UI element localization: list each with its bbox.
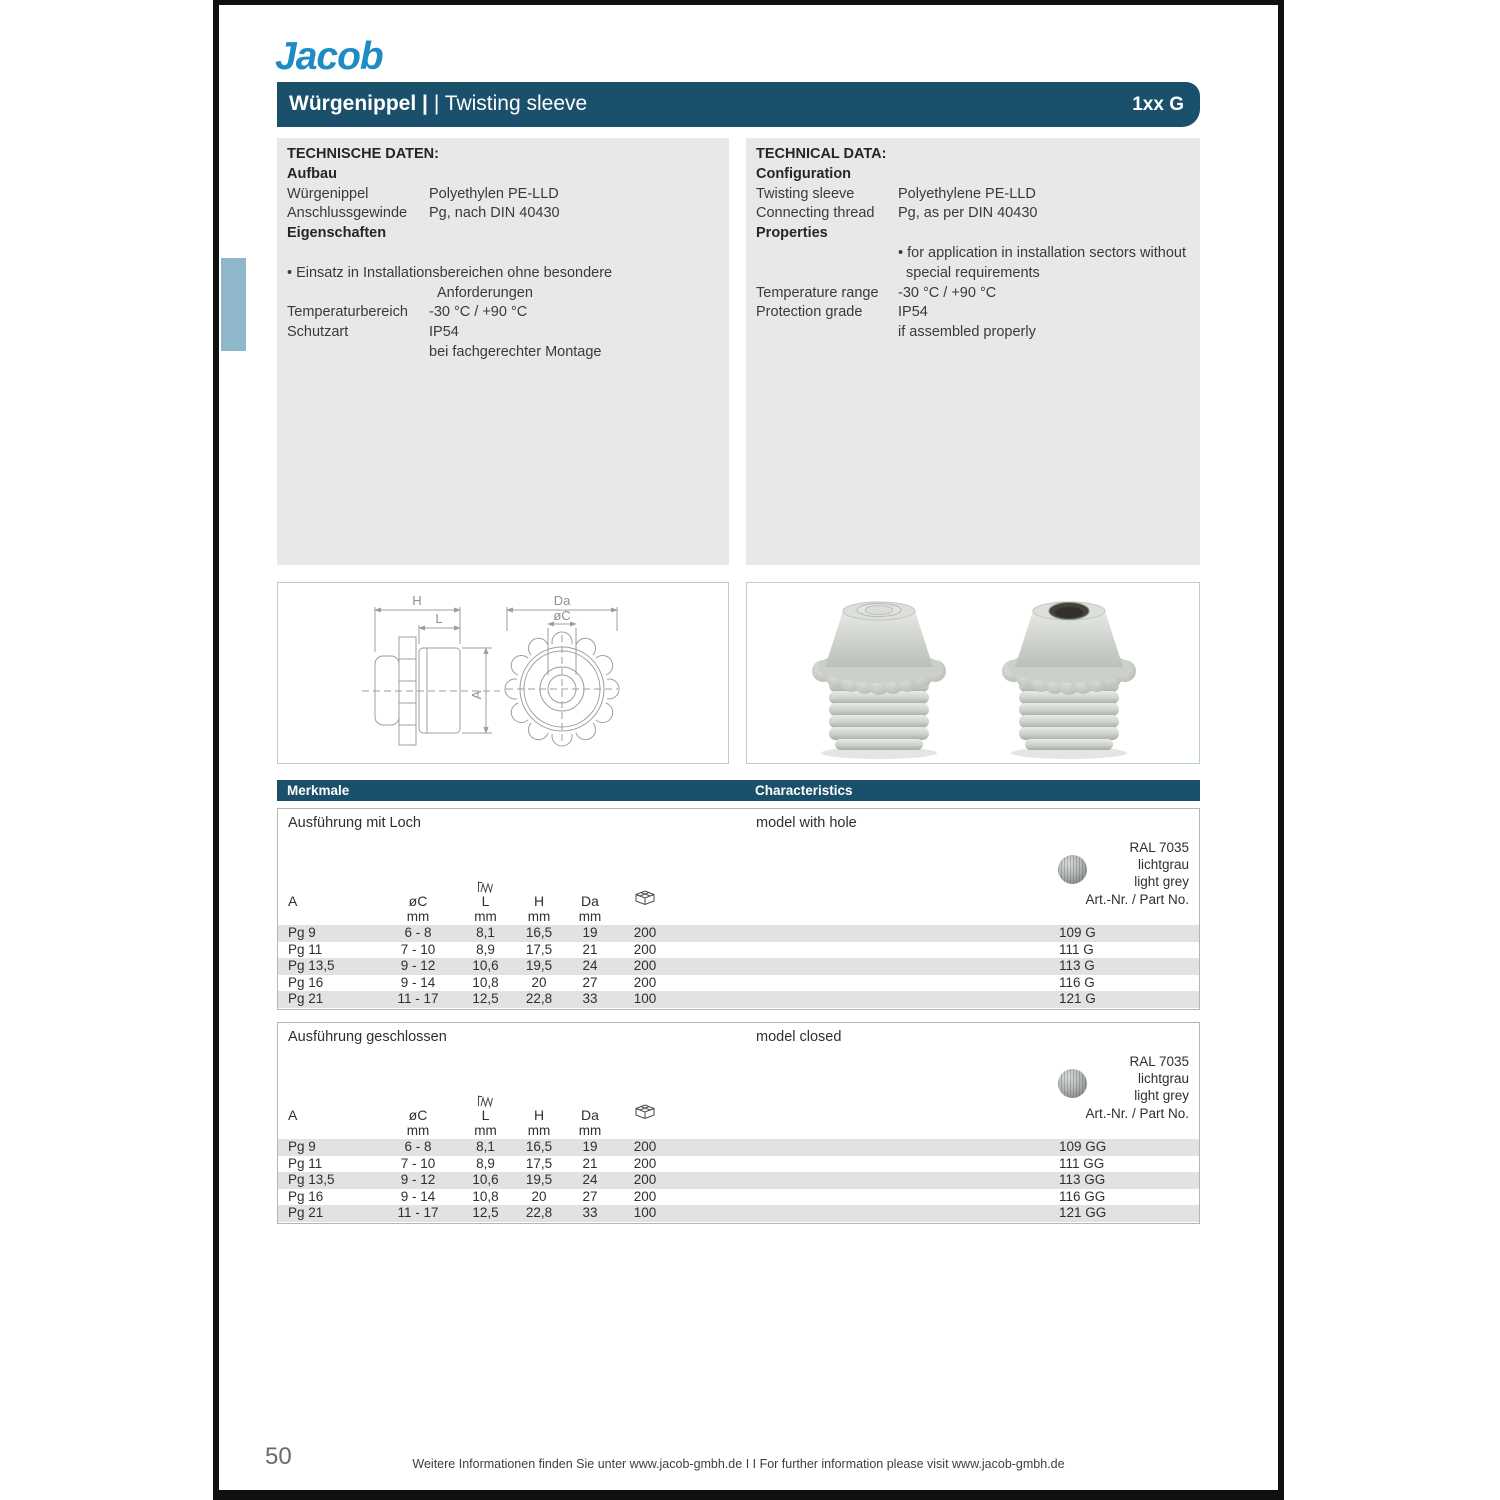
table-row (278, 942, 1199, 959)
spec-value: Pg, as per DIN 40430 (898, 205, 1038, 222)
technical-data-panel-en (746, 138, 1200, 565)
table-cell: 10,8 (472, 1188, 499, 1204)
spec-row (756, 244, 1190, 264)
spec-value: -30 °C / +90 °C (898, 284, 997, 301)
table-cell: Pg 16 (288, 1188, 324, 1204)
dim-label-oc: øC (553, 608, 571, 623)
table-cell: 111 GG (1059, 1155, 1105, 1171)
table-cell: 19,5 (525, 958, 553, 974)
spec-row (287, 204, 719, 224)
table-cell: 6 - 8 (404, 925, 432, 940)
table-cell: 20 (531, 974, 547, 990)
package-icon (633, 889, 657, 909)
column-header-l: L (458, 869, 513, 909)
table-cell: 19,5 (525, 1172, 553, 1188)
spec-bullet: special requirements (906, 264, 1040, 281)
panel-heading: TECHNISCHE DATEN: (287, 146, 439, 162)
table-cell: 33 (582, 1205, 598, 1221)
table-title-de: Ausführung geschlossen (288, 1029, 447, 1045)
spec-label: Connecting thread (756, 205, 875, 222)
spec-label: Schutzart (287, 324, 349, 341)
unit-label: mm (527, 1123, 551, 1138)
table-row (278, 1172, 1199, 1189)
table-row (278, 975, 1199, 992)
table-cell: 200 (633, 1188, 657, 1204)
table-cell: 8,1 (476, 1139, 495, 1154)
product-photo-box (746, 582, 1200, 764)
table-cell: 21 (582, 1155, 598, 1171)
table-cell: 8,9 (476, 1155, 495, 1171)
spec-row (756, 264, 1190, 284)
product-photo-with-hole (1002, 602, 1136, 759)
table-title-en: model closed (756, 1029, 842, 1045)
table-cell: Pg 13,5 (288, 1172, 335, 1188)
table-cell: 12,5 (472, 991, 499, 1007)
table-cell: 27 (582, 1188, 598, 1204)
table-cell: 200 (633, 941, 657, 957)
table-cell: 24 (582, 958, 598, 974)
ral-name-de: lichtgrau (1137, 857, 1189, 873)
table-cell: 19 (582, 925, 598, 940)
spec-row (756, 323, 1190, 343)
technical-drawing-box (277, 582, 729, 764)
table-cell: 24 (582, 1172, 598, 1188)
page-title-en: | Twisting sleeve (433, 92, 588, 115)
spec-row (287, 185, 719, 205)
spec-row (287, 303, 719, 323)
table-model-with-hole (277, 808, 1200, 1010)
table-title-de: Ausführung mit Loch (288, 815, 421, 831)
spec-bullet: • Einsatz in Installationsbereichen ohne besondere (287, 264, 613, 281)
table-row (278, 1189, 1199, 1206)
unit-label: mm (406, 909, 430, 924)
column-header-da: Da (581, 1107, 599, 1123)
table-cell: 200 (633, 925, 657, 940)
table-cell: 17,5 (525, 1155, 553, 1171)
table-cell: 9 - 14 (400, 974, 436, 990)
column-header-h: H (533, 893, 545, 909)
unit-label: mm (474, 1123, 497, 1138)
unit-label: mm (527, 909, 551, 924)
spec-value: IP54 (429, 324, 459, 341)
technical-drawing (278, 583, 728, 763)
table-cell: 17,5 (525, 941, 553, 957)
dim-label-da: Da (553, 593, 571, 608)
column-header-oc: øC (408, 893, 428, 909)
table-row (278, 1156, 1199, 1173)
panel-subheading: Properties (756, 225, 828, 242)
page-number: 50 (265, 1443, 292, 1470)
spec-value: Polyethylene PE-LLD (898, 185, 1036, 202)
table-cell: 109 G (1059, 925, 1096, 940)
table-row (278, 991, 1199, 1008)
table-title-en: model with hole (756, 815, 857, 831)
spec-label: Twisting sleeve (756, 185, 855, 202)
column-header-da: Da (581, 893, 599, 909)
part-number-header: Art.-Nr. / Part No. (1085, 1105, 1189, 1121)
spec-row (756, 284, 1190, 304)
spec-value: -30 °C / +90 °C (429, 304, 528, 321)
table-cell: 11 - 17 (397, 991, 439, 1007)
footer-info-text: Weitere Informationen finden Sie unter www.jacob-gmbh.de I I For further information please visit www.jacob-gmbh.de (412, 1457, 1065, 1471)
section-title-en: Characteristics (755, 783, 853, 798)
table-cell: 33 (582, 991, 598, 1007)
unit-label: mm (406, 1123, 430, 1138)
table-cell: 16,5 (525, 1139, 553, 1154)
dim-label-a: A (469, 690, 484, 700)
table-cell: 109 GG (1059, 1139, 1107, 1154)
table-cell: 11 - 17 (397, 1205, 439, 1221)
table-row (278, 925, 1199, 942)
part-number-header: Art.-Nr. / Part No. (1085, 891, 1189, 907)
spec-label: Anschlussgewinde (287, 205, 408, 222)
table-cell: 113 G (1059, 958, 1095, 974)
table-cell: 22,8 (525, 1205, 553, 1221)
table-cell: 8,1 (476, 925, 495, 940)
column-header-h: H (533, 1107, 545, 1123)
product-photos (747, 583, 1199, 763)
spec-row (756, 303, 1190, 323)
spec-label: Temperaturbereich (287, 304, 408, 321)
table-cell: Pg 16 (288, 974, 324, 990)
table-body (278, 1139, 1199, 1222)
units-row (278, 1123, 1199, 1139)
table-cell: Pg 21 (288, 1205, 324, 1221)
table-body (278, 925, 1199, 1008)
table-model-closed (277, 1022, 1200, 1224)
dim-label-h: H (412, 593, 422, 608)
table-cell: 100 (633, 991, 657, 1007)
ral-code: RAL 7035 (1129, 840, 1189, 855)
product-title-bar (277, 82, 1200, 127)
spec-row (287, 323, 719, 343)
column-header-a: A (288, 893, 298, 909)
table-cell: Pg 13,5 (288, 958, 335, 974)
table-cell: 200 (633, 1139, 657, 1154)
table-cell: 10,6 (472, 1172, 499, 1188)
spec-row (287, 244, 719, 284)
technical-data-panel-de (277, 138, 729, 565)
table-cell: 100 (633, 1205, 657, 1221)
spec-bullet: Anforderungen (437, 284, 533, 301)
table-cell: 200 (633, 974, 657, 990)
table-row (278, 1205, 1199, 1222)
column-header-a: A (288, 1107, 298, 1123)
dim-label-l: L (435, 611, 443, 626)
package-icon (633, 1103, 657, 1123)
spec-value: IP54 (898, 304, 928, 321)
table-cell: 9 - 12 (400, 958, 436, 974)
table-row (278, 1139, 1199, 1156)
section-title-de: Merkmale (287, 783, 350, 798)
table-cell: Pg 9 (288, 1139, 316, 1154)
spec-label: Temperature range (756, 284, 879, 301)
table-cell: 121 GG (1059, 1205, 1107, 1221)
product-code-badge: 1xx G (1132, 94, 1184, 115)
table-cell: 116 GG (1059, 1188, 1106, 1204)
column-header-qty (615, 869, 675, 909)
spec-value: Pg, nach DIN 40430 (429, 205, 560, 222)
table-cell: 113 GG (1059, 1172, 1106, 1188)
spec-row (756, 204, 1190, 224)
page-title (289, 92, 587, 116)
spec-row (287, 343, 719, 363)
table-cell: 7 - 10 (400, 1155, 436, 1171)
jacob-logo: Jacob (275, 35, 383, 78)
table-header-row (278, 1083, 1199, 1123)
thread-icon (477, 875, 494, 893)
table-cell: 8,9 (476, 941, 495, 957)
unit-label: mm (578, 909, 602, 924)
table-cell: 12,5 (472, 1205, 499, 1221)
units-row (278, 909, 1199, 925)
table-cell: Pg 11 (288, 941, 323, 957)
product-photo-closed (812, 602, 946, 759)
table-cell: Pg 9 (288, 925, 316, 940)
panel-subheading: Configuration (756, 165, 852, 182)
table-cell: 116 G (1059, 974, 1095, 990)
table-cell: 10,8 (472, 974, 499, 990)
spec-value: if assembled properly (898, 324, 1036, 341)
ral-name-en: light grey (1134, 874, 1189, 890)
table-cell: 10,6 (472, 958, 499, 974)
table-cell: 6 - 8 (404, 1139, 432, 1154)
table-cell: 21 (582, 941, 598, 957)
column-header-qty (615, 1083, 675, 1123)
table-cell: Pg 21 (288, 991, 324, 1007)
table-row (278, 958, 1199, 975)
table-cell: 7 - 10 (400, 941, 436, 957)
table-cell: Pg 11 (288, 1155, 323, 1171)
table-cell: 16,5 (525, 925, 553, 940)
spec-label: Würgenippel (287, 185, 369, 202)
table-header-row (278, 869, 1199, 909)
panel-subheading: Aufbau (287, 165, 337, 182)
table-cell: 200 (633, 1155, 657, 1171)
unit-label: mm (474, 909, 497, 924)
table-cell: 20 (531, 1188, 547, 1204)
table-cell: 22,8 (525, 991, 553, 1007)
section-index-tab (221, 258, 246, 351)
table-cell: 19 (582, 1139, 598, 1154)
ral-name-en: light grey (1134, 1088, 1189, 1104)
spec-row (287, 284, 719, 304)
spec-value: bei fachgerechter Montage (429, 343, 602, 360)
section-header-bar (277, 780, 1200, 801)
table-cell: 121 G (1059, 991, 1096, 1007)
column-header-oc: øC (408, 1107, 428, 1123)
thread-icon (477, 1089, 494, 1107)
spec-row (756, 185, 1190, 205)
table-cell: 200 (633, 1172, 657, 1188)
table-cell: 27 (582, 974, 598, 990)
catalog-page (213, 0, 1284, 1500)
column-header-l: L (458, 1083, 513, 1123)
ral-name-de: lichtgrau (1137, 1071, 1189, 1087)
panel-subheading: Eigenschaften (287, 225, 387, 242)
unit-label: mm (578, 1123, 602, 1138)
table-cell: 111 G (1059, 941, 1094, 957)
table-cell: 9 - 14 (400, 1188, 436, 1204)
panel-heading: TECHNICAL DATA: (756, 146, 887, 162)
spec-label: Protection grade (756, 304, 863, 321)
spec-bullet: • for application in installation sectors without (898, 244, 1186, 261)
table-cell: 200 (633, 958, 657, 974)
table-cell: 9 - 12 (400, 1172, 436, 1188)
spec-value: Polyethylen PE-LLD (429, 185, 559, 202)
ral-code: RAL 7035 (1129, 1054, 1189, 1069)
page-title-de: Würgenippel | (289, 92, 428, 115)
